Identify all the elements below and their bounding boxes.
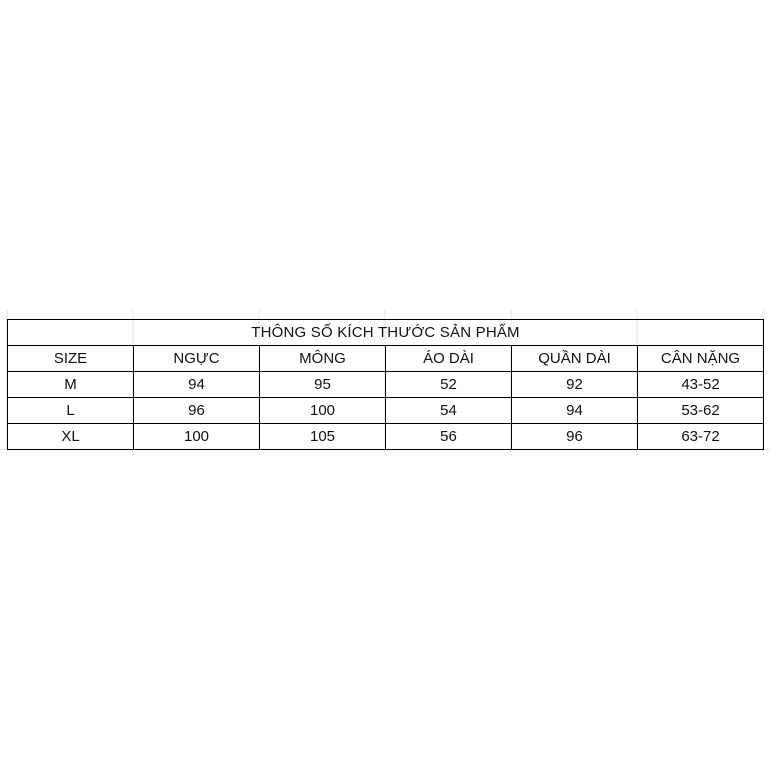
cell-size: M	[8, 372, 134, 398]
header-hip: MÔNG	[260, 346, 386, 372]
table-header-row	[8, 346, 764, 372]
cell-pants-length: 94	[512, 398, 638, 424]
table-row	[8, 398, 764, 424]
cell-hip: 95	[260, 372, 386, 398]
cell-pants-length: 96	[512, 424, 638, 450]
cell-shirt-length: 52	[386, 372, 512, 398]
table-row	[8, 372, 764, 398]
header-chest: NGỰC	[134, 346, 260, 372]
cell-weight: 53-62	[638, 398, 764, 424]
header-weight: CÂN NẶNG	[638, 346, 764, 372]
cell-size: L	[8, 398, 134, 424]
table-title-row	[8, 320, 764, 346]
header-shirt-length: ÁO DÀI	[386, 346, 512, 372]
cell-shirt-length: 54	[386, 398, 512, 424]
cell-pants-length: 92	[512, 372, 638, 398]
cell-hip: 105	[260, 424, 386, 450]
cell-chest: 100	[134, 424, 260, 450]
table-row	[8, 424, 764, 450]
cell-weight: 63-72	[638, 424, 764, 450]
cell-shirt-length: 56	[386, 424, 512, 450]
size-chart-table	[7, 319, 764, 450]
cell-chest: 96	[134, 398, 260, 424]
cell-hip: 100	[260, 398, 386, 424]
cell-weight: 43-52	[638, 372, 764, 398]
table-title: THÔNG SỐ KÍCH THƯỚC SẢN PHẨM	[8, 320, 764, 346]
header-pants-length: QUẦN DÀI	[512, 346, 638, 372]
header-size: SIZE	[8, 346, 134, 372]
cell-size: XL	[8, 424, 134, 450]
cell-chest: 94	[134, 372, 260, 398]
